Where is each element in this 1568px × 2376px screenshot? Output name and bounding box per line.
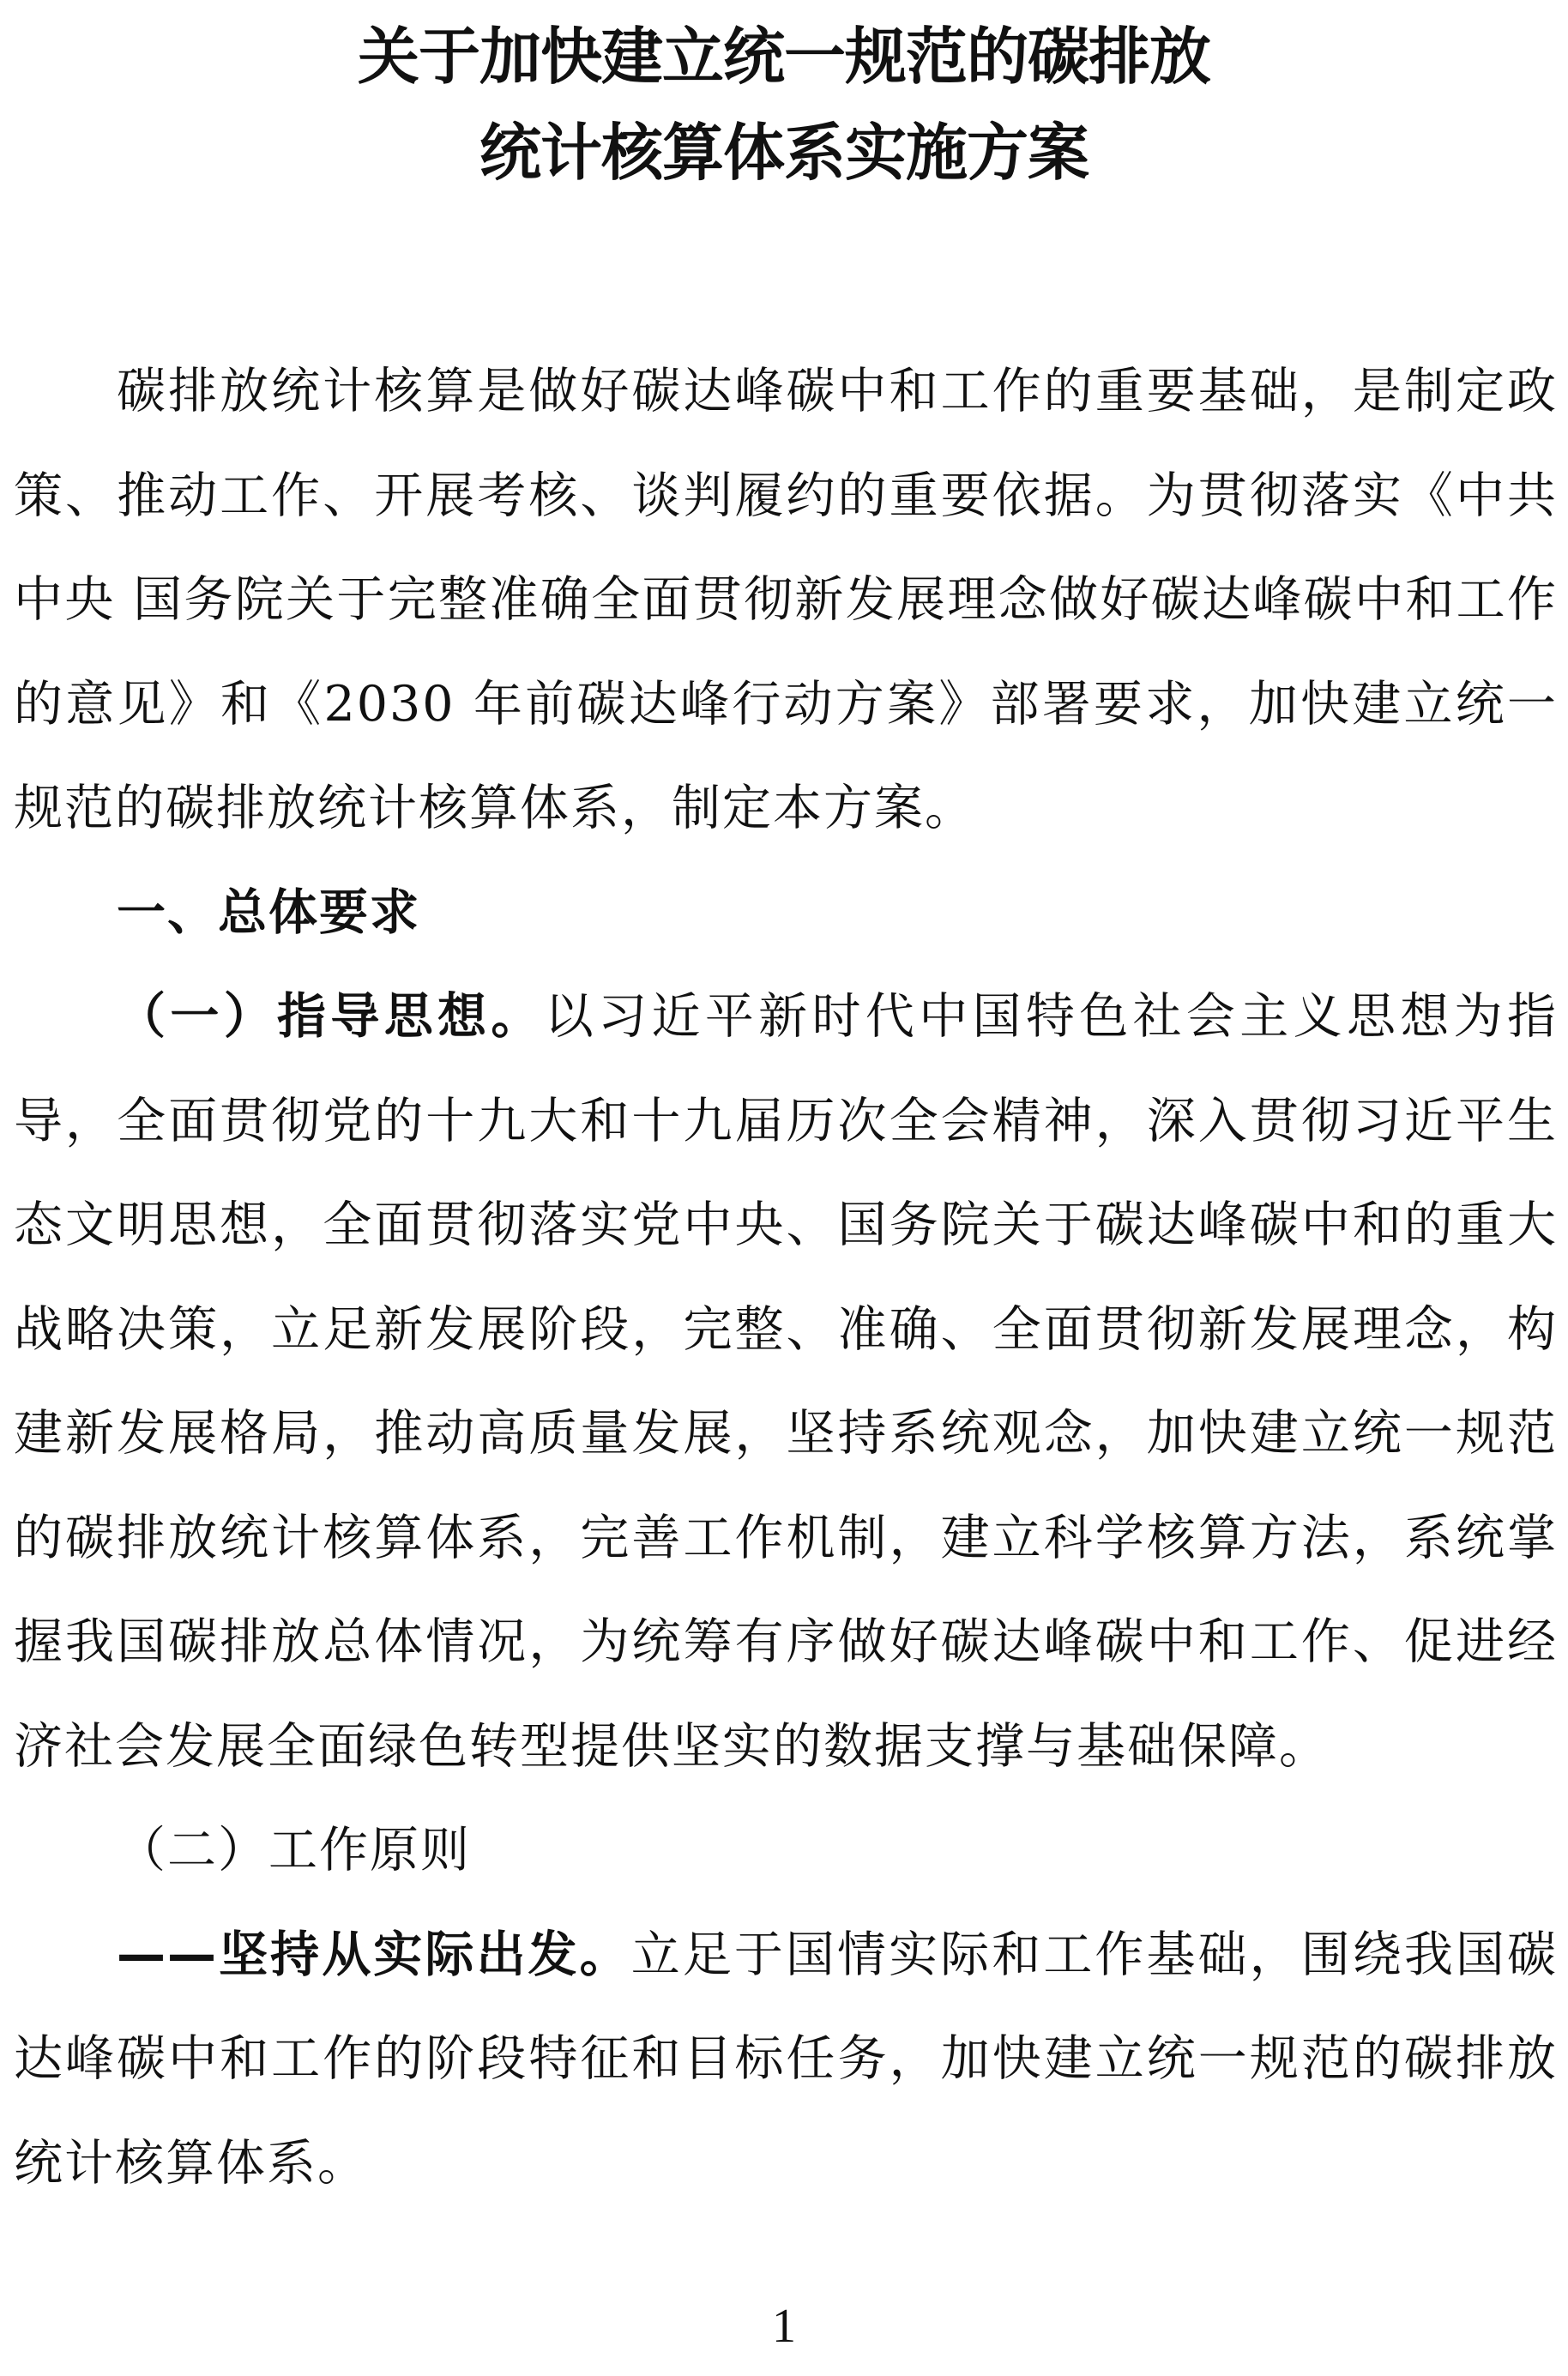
guiding-ideology-lead: （一）指导思想。 bbox=[117, 988, 545, 1045]
principle-lead: ——坚持从实际出发。 bbox=[117, 1926, 631, 1983]
intro-paragraph: 碳排放统计核算是做好碳达峰碳中和工作的重要基础，是制定政策、推动工作、开展考核、谈判履约的重要依据。为贯彻落实《中共中央 国务院关于完整准确全面贯彻新发展理念做好碳达峰碳中和工作的意见》和《2030 年前碳达峰行动方案》部署要求，加快建立统一规范的碳排放统计核算体系，制定本方案。 bbox=[14, 363, 1558, 836]
title-line-2: 统计核算体系实施方案 bbox=[479, 117, 1089, 189]
principle-text: 立足于国情实际和工作基础，围绕我国碳达峰碳中和工作的阶段特征和目标任务，加快建立统一规范的碳排放统计核算体系。 bbox=[14, 1926, 1559, 2192]
principle-paragraph bbox=[14, 1903, 1558, 2216]
title-line-1: 关于加快建立统一规范的碳排放 bbox=[357, 21, 1210, 93]
work-principles-heading: （二）工作原则 bbox=[117, 1822, 471, 1878]
guiding-ideology-paragraph bbox=[14, 965, 1558, 1799]
page-number: 1 bbox=[772, 2300, 796, 2353]
guiding-ideology-text: 以习近平新时代中国特色社会主义思想为指导，全面贯彻党的十九大和十九届历次全会精神，深入贯彻习近平生态文明思想，全面贯彻落实党中央、国务院关于碳达峰碳中和的重大战略决策，立足新发展阶段，完整、准确、全面贯彻新发展理念，构建新发展格局，推动高质量发展，坚持系统观念，加快建立统一规范的碳排放统计核算体系，完善工作机制，建立科学核算方法，系统掌握我国碳排放总体情况，为统筹有序做好碳达峰碳中和工作、促进经济社会发展全面绿色转型提供坚实的数据支撑与基础保障。 bbox=[14, 988, 1559, 1775]
document-title bbox=[0, 9, 1568, 201]
section-heading-general-requirements: 一、总体要求 bbox=[117, 883, 420, 941]
document-body bbox=[14, 340, 1558, 2216]
